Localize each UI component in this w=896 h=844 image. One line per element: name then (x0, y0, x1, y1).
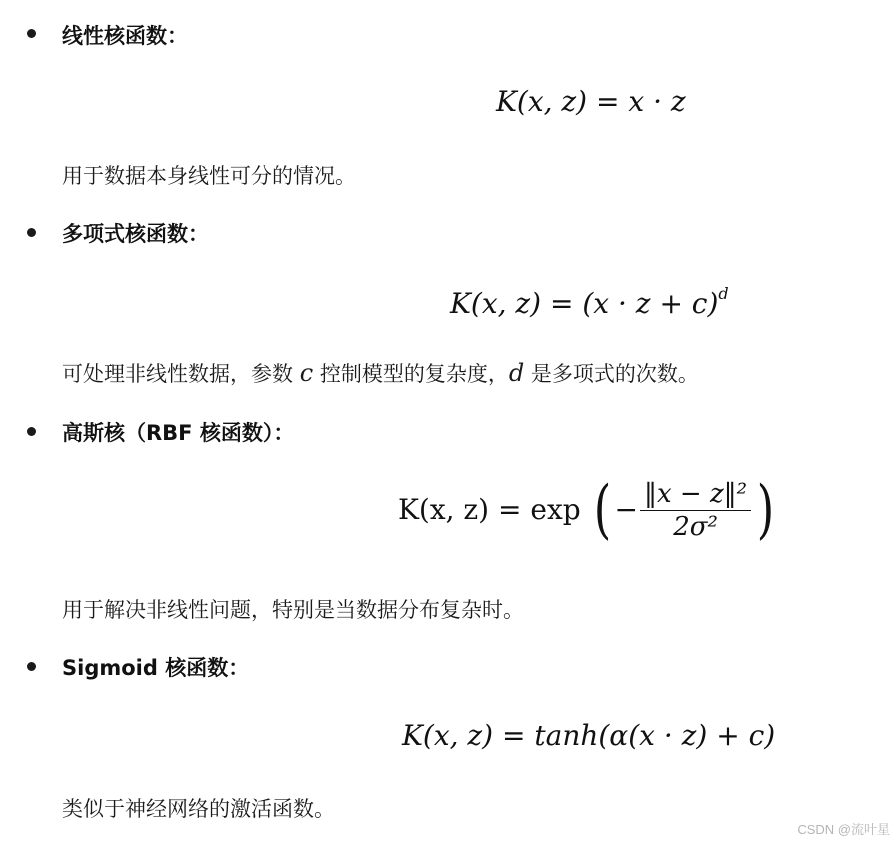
formula-linear-kernel: K(x, z) = x · z (496, 85, 686, 118)
right-paren-icon: ) (756, 473, 775, 547)
formula-rbf-numerator: ‖x − z‖² (640, 481, 751, 511)
bullet-dot (27, 427, 36, 436)
desc-poly-part3: 是多项式的次数。 (524, 362, 699, 386)
formula-polynomial-kernel (450, 286, 729, 318)
bullet-dot (27, 228, 36, 237)
bullet-dot (27, 662, 36, 671)
heading-polynomial-kernel: 多项式核函数： (62, 222, 209, 246)
desc-polynomial-kernel (62, 358, 699, 388)
formula-polynomial-exponent: d (718, 284, 729, 303)
formula-rbf-denominator: 2σ² (673, 511, 718, 542)
desc-poly-part1: 可处理非线性数据，参数 (62, 362, 300, 386)
desc-poly-var-d: d (508, 359, 525, 387)
desc-poly-var-c: c (299, 359, 314, 387)
watermark: CSDN @流叶星 (797, 822, 890, 837)
heading-linear-kernel: 线性核函数： (62, 24, 188, 48)
formula-rbf-lhs: K(x, z) = exp (398, 493, 581, 526)
desc-sigmoid-kernel: 类似于神经网络的激活函数。 (62, 797, 335, 821)
desc-linear-kernel: 用于数据本身线性可分的情况。 (62, 164, 356, 188)
heading-sigmoid-kernel: Sigmoid 核函数： (62, 656, 250, 680)
heading-rbf-kernel: 高斯核（RBF 核函数）： (62, 421, 295, 445)
formula-polynomial-base: K(x, z) = (x · z + c) (450, 287, 719, 320)
bullet-dot (27, 29, 36, 38)
formula-rbf-fraction (640, 478, 751, 542)
formula-rbf-kernel: K(x, z) = exp ( − $\frac{\text{‖x − z‖²}}{\text{2σ²}}$ ) (398, 473, 775, 547)
desc-rbf-kernel: 用于解决非线性问题，特别是当数据分布复杂时。 (62, 598, 524, 622)
desc-poly-part2: 控制模型的复杂度， (313, 362, 509, 386)
left-paren-icon: ( (593, 473, 611, 547)
formula-sigmoid-kernel: K(x, z) = tanh(α(x · z) + c) (402, 719, 776, 752)
